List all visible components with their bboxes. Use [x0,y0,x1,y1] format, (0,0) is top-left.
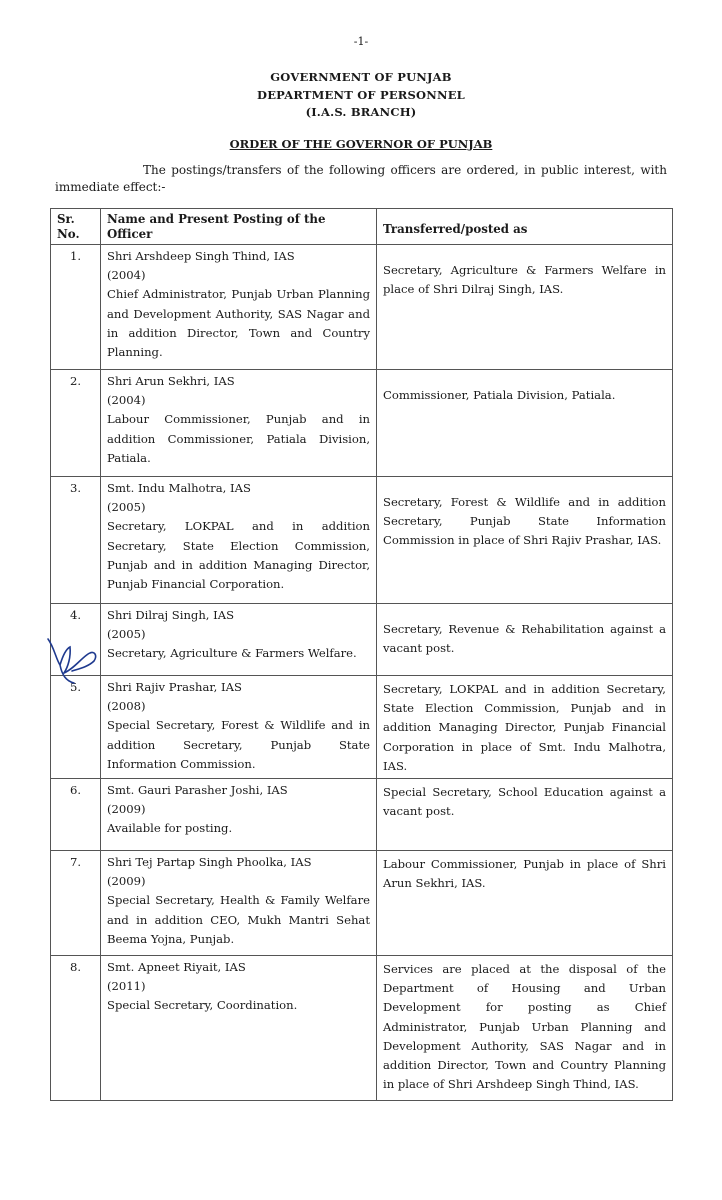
officer-batch: (2011) [107,979,146,994]
table-row [51,370,673,477]
handwritten-signature [44,625,104,685]
officer-name: Shri Arshdeep Singh Thind, IAS [107,249,295,263]
officer-present-posting: Special Secretary, Health & Family Welfare and in addition CEO, Mukh Mantri Sehat Beema Yojna, Punjab. [107,893,370,946]
row-posted-as: Special Secretary, School Education against a vacant post. [377,779,673,851]
row-posted-as: Secretary, Forest & Wildlife and in addition Secretary, Punjab State Information Commission in place of Shri Rajiv Prashar, IAS. [377,477,673,604]
officer-batch: (2009) [107,802,146,817]
officer-present-posting: Special Secretary, Forest & Wildlife and in addition Secretary, Punjab State Information Commission. [107,718,370,771]
officer-batch: (2008) [107,699,146,714]
row-sr: 6. [51,779,101,851]
officer-present-posting: Special Secretary, Coordination. [107,998,298,1013]
row-officer [101,851,377,956]
row-posted-as: Secretary, Revenue & Rehabilitation against a vacant post. [377,604,673,676]
row-posted-as: Secretary, Agriculture & Farmers Welfare in place of Shri Dilraj Singh, IAS. [377,245,673,370]
row-sr: 4. [51,604,101,676]
row-sr: 2. [51,370,101,477]
order-title: ORDER OF THE GOVERNOR OF PUNJAB [229,137,493,151]
officer-name: Smt. Indu Malhotra, IAS [107,481,251,495]
row-officer [101,245,377,370]
header-branch: (I.A.S. BRANCH) [305,105,417,119]
transfers-table [50,208,672,1101]
row-officer [101,956,377,1101]
officer-batch: (2004) [107,393,146,408]
officer-present-posting: Secretary, Agriculture & Farmers Welfare. [107,646,357,661]
intro-paragraph: The postings/transfers of the following officers are ordered, in public interest, with immediate effect:- [55,163,667,194]
row-posted-as: Commissioner, Patiala Division, Patiala. [377,370,673,477]
row-posted-as: Secretary, LOKPAL and in addition Secretary, State Election Commission, Punjab and in addition Managing Director, Punjab Financial Corporation in place of Smt. Indu Malhotra, IAS. [377,676,673,779]
officer-present-posting: Available for posting. [107,821,233,836]
table-row [51,956,673,1101]
officer-present-posting: Secretary, LOKPAL and in addition Secretary, State Election Commission, Punjab and in addition Managing Director, Punjab Financial Corporation. [107,519,370,592]
header-transferred-as: Transferred/posted as [377,209,673,245]
row-posted-as: Services are placed at the disposal of the Department of Housing and Urban Development for posting as Chief Administrator, Punjab Urban Planning and Development Authority, SAS Nagar and in addition Director, Town and Country Planning in place of Shri Arshdeep Singh Thind, IAS. [377,956,673,1101]
row-officer [101,370,377,477]
header-name-posting: Name and Present Posting of the Officer [101,209,377,245]
page-number: -1- [353,35,369,48]
table-row [51,477,673,604]
row-officer [101,604,377,676]
row-officer [101,477,377,604]
officer-name: Shri Rajiv Prashar, IAS [107,680,242,694]
row-sr: 1. [51,245,101,370]
row-sr: 5. [51,676,101,779]
table-row [51,851,673,956]
table-row [51,245,673,370]
officer-present-posting: Labour Commissioner, Punjab and in addition Commissioner, Patiala Division, Patiala. [107,412,370,465]
header-department: DEPARTMENT OF PERSONNEL [257,88,465,102]
officer-batch: (2004) [107,268,146,283]
officer-present-posting: Chief Administrator, Punjab Urban Planning and Development Authority, SAS Nagar and in addition Director, Town and Country Planning. [107,287,370,360]
officer-batch: (2005) [107,627,146,642]
table-row [51,779,673,851]
table-row [51,604,673,676]
row-sr: 8. [51,956,101,1101]
officer-name: Shri Arun Sekhri, IAS [107,374,235,388]
table-header-row [51,209,673,245]
row-posted-as: Labour Commissioner, Punjab in place of Shri Arun Sekhri, IAS. [377,851,673,956]
header-sr-no: Sr. No. [51,209,101,245]
row-sr: 3. [51,477,101,604]
row-officer [101,779,377,851]
officer-name: Smt. Apneet Riyait, IAS [107,960,246,975]
row-officer [101,676,377,779]
header-government: GOVERNMENT OF PUNJAB [270,70,452,84]
officer-batch: (2005) [107,500,146,515]
officer-batch: (2009) [107,874,146,889]
row-sr: 7. [51,851,101,956]
officer-name: Smt. Gauri Parasher Joshi, IAS [107,783,288,798]
officer-name: Shri Tej Partap Singh Phoolka, IAS [107,855,312,870]
officer-name: Shri Dilraj Singh, IAS [107,608,235,622]
table-row [51,676,673,779]
